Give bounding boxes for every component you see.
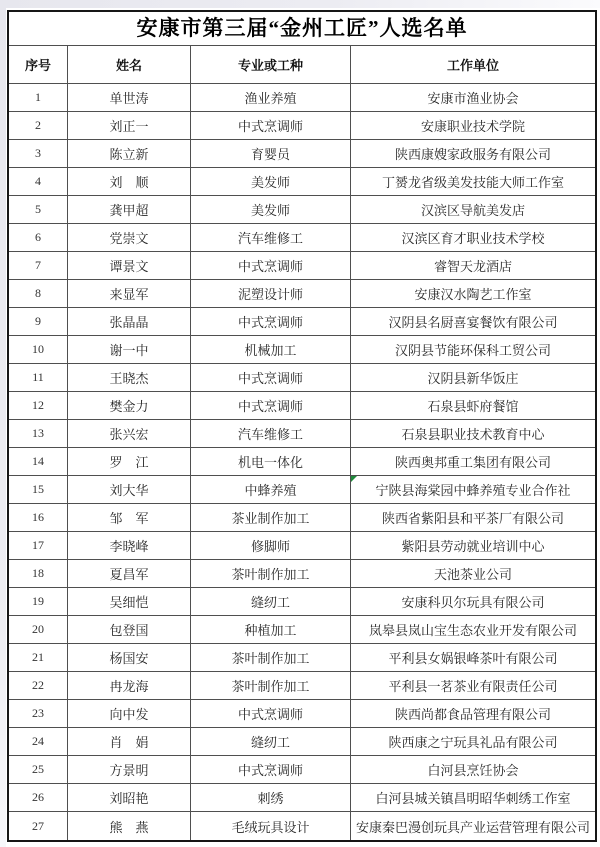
name-cell: 肖 娟 [68,728,191,756]
name-cell: 吴细恺 [68,588,191,616]
work-unit-cell: 安康市渔业协会 [351,84,595,112]
trade-cell: 茶叶制作加工 [191,672,351,700]
name-cell: 熊 燕 [68,812,191,840]
work-unit-cell: 紫阳县劳动就业培训中心 [351,532,595,560]
work-unit-cell: 白河县城关镇昌明昭华刺绣工作室 [351,784,595,812]
name-cell: 来显军 [68,280,191,308]
row-number-cell: 26 [9,784,68,812]
work-unit-cell: 岚皋县岚山宝生态农业开发有限公司 [351,616,595,644]
trade-cell: 美发师 [191,168,351,196]
name-cell: 党崇文 [68,224,191,252]
trade-cell: 中式烹调师 [191,252,351,280]
trade-cell: 机械加工 [191,336,351,364]
trade-cell: 汽车维修工 [191,420,351,448]
row-number-cell: 18 [9,560,68,588]
row-number-cell: 25 [9,756,68,784]
work-unit-cell: 宁陕县海棠园中蜂养殖专业合作社 [351,476,595,504]
work-unit-cell: 丁赟龙省级美发技能大师工作室 [351,168,595,196]
name-cell: 张兴宏 [68,420,191,448]
trade-cell: 茶叶制作加工 [191,560,351,588]
work-unit-cell: 安康汉水陶艺工作室 [351,280,595,308]
row-number-cell: 15 [9,476,68,504]
work-unit-cell: 安康秦巴漫创玩具产业运营管理有限公司 [355,819,590,835]
row-number-cell: 7 [9,252,68,280]
row-number-cell: 21 [9,644,68,672]
row-number-cell: 23 [9,700,68,728]
work-unit-cell: 白河县烹饪协会 [351,756,595,784]
name-cell: 李晓峰 [68,532,191,560]
trade-cell: 中式烹调师 [191,392,351,420]
name-cell: 张晶晶 [68,308,191,336]
row-number-cell: 20 [9,616,68,644]
work-unit-cell: 石泉县虾府餐馆 [351,392,595,420]
page-edge-left [0,0,6,847]
row-number-cell: 8 [9,280,68,308]
row-number-cell: 24 [9,728,68,756]
cell-corner-marker [351,476,357,482]
row-number-cell: 2 [9,112,68,140]
header-cell-trade: 专业或工种 [191,46,351,84]
trade-cell: 美发师 [191,196,351,224]
name-cell: 包登国 [68,616,191,644]
work-unit-cell: 汉滨区导航美发店 [351,196,595,224]
name-cell: 夏昌军 [68,560,191,588]
work-unit-cell: 睿智天龙酒店 [351,252,595,280]
name-cell: 单世涛 [68,84,191,112]
table-grid [9,46,595,840]
work-unit-cell: 天池茶业公司 [351,560,595,588]
row-number-cell: 13 [9,420,68,448]
trade-cell: 缝纫工 [191,728,351,756]
row-number-cell: 10 [9,336,68,364]
name-cell: 杨国安 [68,644,191,672]
work-unit-cell: 陕西康嫂家政服务有限公司 [351,140,595,168]
row-number-cell: 14 [9,448,68,476]
row-number-cell: 9 [9,308,68,336]
header-cell-row-number: 序号 [9,46,68,84]
trade-cell: 中式烹调师 [191,700,351,728]
name-cell: 罗 江 [68,448,191,476]
trade-cell: 茶叶制作加工 [191,644,351,672]
work-unit-cell: 石泉县职业技术教育中心 [351,420,595,448]
row-number-cell: 12 [9,392,68,420]
header-cell-work-unit: 工作单位 [351,46,595,84]
name-cell: 樊金力 [68,392,191,420]
work-unit-cell: 陕西尚都食品管理有限公司 [351,700,595,728]
trade-cell: 刺绣 [191,784,351,812]
table-title: 安康市第三届“金州工匠”人选名单 [9,12,595,46]
work-unit-cell: 安康职业技术学院 [351,112,595,140]
trade-cell: 育婴员 [191,140,351,168]
work-unit-cell: 平利县女娲银峰茶叶有限公司 [351,644,595,672]
header-cell-name: 姓名 [68,46,191,84]
work-unit-cell: 陕西奥邦重工集团有限公司 [351,448,595,476]
trade-cell: 中式烹调师 [191,308,351,336]
row-number-cell: 4 [9,168,68,196]
row-number-cell: 16 [9,504,68,532]
trade-cell: 中蜂养殖 [191,476,351,504]
name-cell: 刘 顺 [68,168,191,196]
row-number-cell: 3 [9,140,68,168]
name-cell: 陈立新 [68,140,191,168]
trade-cell: 中式烹调师 [191,756,351,784]
work-unit-cell: 汉阴县新华饭庄 [351,364,595,392]
name-cell: 王晓杰 [68,364,191,392]
trade-cell: 机电一体化 [191,448,351,476]
name-cell: 邹 军 [68,504,191,532]
trade-cell: 汽车维修工 [191,224,351,252]
work-unit-cell: 汉阴县名厨喜宴餐饮有限公司 [351,308,595,336]
work-unit-cell: 平利县一茗茶业有限责任公司 [351,672,595,700]
row-number-cell: 5 [9,196,68,224]
trade-cell: 泥塑设计师 [191,280,351,308]
trade-cell: 茶业制作加工 [191,504,351,532]
page-edge-top [0,0,600,8]
craftsman-roster-table [7,10,597,842]
row-number-cell: 19 [9,588,68,616]
row-number-cell: 17 [9,532,68,560]
row-number-cell: 1 [9,84,68,112]
name-cell: 向中发 [68,700,191,728]
row-number-cell: 27 [9,812,68,840]
name-cell: 刘大华 [68,476,191,504]
trade-cell: 修脚师 [191,532,351,560]
name-cell: 龚甲超 [68,196,191,224]
trade-cell: 中式烹调师 [191,364,351,392]
trade-cell: 中式烹调师 [191,112,351,140]
trade-cell: 渔业养殖 [191,84,351,112]
row-number-cell: 22 [9,672,68,700]
work-unit-cell: 安康科贝尔玩具有限公司 [351,588,595,616]
name-cell: 方景明 [68,756,191,784]
trade-cell: 毛绒玩具设计 [191,812,351,840]
row-number-cell: 11 [9,364,68,392]
work-unit-cell: 汉滨区育才职业技术学校 [351,224,595,252]
work-unit-cell: 汉阴县节能环保科工贸公司 [351,336,595,364]
work-unit-cell: 陕西省紫阳县和平茶厂有限公司 [351,504,595,532]
trade-cell: 种植加工 [191,616,351,644]
trade-cell: 缝纫工 [191,588,351,616]
name-cell: 冉龙海 [68,672,191,700]
row-number-cell: 6 [9,224,68,252]
name-cell: 谢一中 [68,336,191,364]
name-cell: 刘正一 [68,112,191,140]
name-cell: 刘昭艳 [68,784,191,812]
work-unit-cell: 陕西康之宁玩具礼品有限公司 [351,728,595,756]
name-cell: 谭景文 [68,252,191,280]
